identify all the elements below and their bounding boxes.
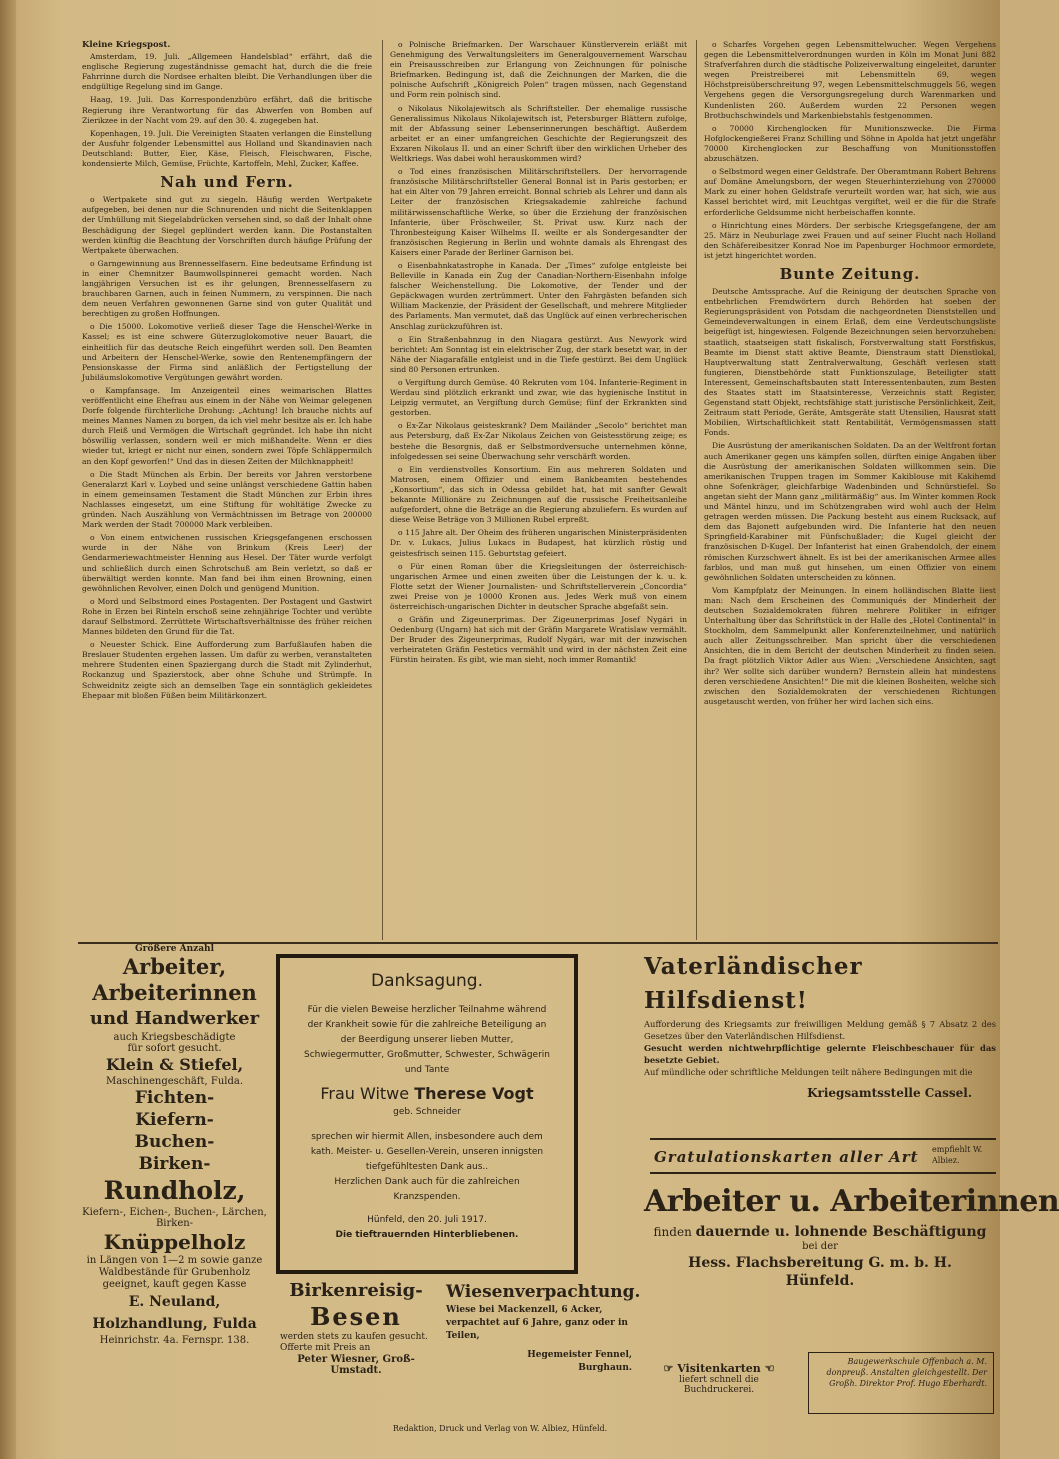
ad-line: Arbeiter, (122, 954, 227, 979)
ad-title: Wiesenverpachtung. (446, 1282, 641, 1302)
ad-title: Vaterländischer Hilfsdienst! (644, 953, 863, 1014)
article-selbstmord: o Selbstmord wegen einer Geldstrafe. Der Oberamtmann Robert Behrens auf Domäne Amelungsborn, der wegen Steuerhinterziehung von 270000 Mark zu einer hohen Geldstrafe verurteilt worden war, hat sich, wie aus Kassel berichtet wird, mit Leuchtgas vergiftet, weil er die für die Strafe erforderliche Geldsumme nicht herbeischaffen konnte. (704, 167, 996, 217)
ad-line: E. Neuland, Holzhandlung, Fulda (92, 1294, 257, 1332)
article-postagent: o Mord und Selbstmord eines Postagenten. Der Postagent und Gastwirt Rohe in Erzen bei Rinteln erschoß seine zehnjährige Tochter und verübte darauf Selbstmord. Zerrüttete Wirtschaftsverhältnisse des früher reichen Mannes bildeten den Grund für die Tat. (82, 596, 372, 637)
ad-text: Aufforderung des Kriegsamts zur freiwilligen Meldung gemäß § 7 Absatz 2 des Gesetzes über den Vaterländischen Hilfsdienst. (644, 1019, 996, 1041)
ad-text: werden stets zu kaufen gesucht. Offerte mit Preis an (280, 1332, 428, 1353)
article-kopenhagen: Kopenhagen, 19. Juli. Die Vereinigten Staaten verlangen die Einstellung der Ausfuhr folgender Lebensmittel aus Holland und Skandinavien nach Deutschland: Butter, Eier, Käse, Fleisch, Fleischwaren, Fische, kondensierte Milch, Gemüse, Früchte, Kartoffeln, Mehl, Zucker, Kaffee. (82, 128, 372, 169)
ad-line: für sofort gesucht. (127, 1043, 222, 1054)
article-neuester-schick: o Neuester Schick. Eine Aufforderung zum Barfußlaufen haben die Breslauer Studenten ergehen lassen. Um dafür zu werben, veranstalteten mehrere Studenten einen Spaziergang durch die Stadt mit Zylinderhut, Rockanzug und Spazierstock, aber ohne Schuhe und Strümpfe. In Schweidnitz zeigte sich an demselben Tage ein sonntäglich gekleidetes Ehepaar mit bloßen Füßen beim Militärkonzert. (82, 640, 372, 700)
section-bunte-zeitung: Bunte Zeitung. (779, 264, 921, 283)
danksagung-title: Danksagung. (371, 971, 483, 991)
ad-line: in Längen von 1—2 m sowie ganze Waldbestände für Grubenholz geeignet, kauft gegen Kasse (86, 1255, 263, 1290)
ad-line: Arbeiterinnen (92, 980, 257, 1005)
ad-title-text: Visitenkarten (677, 1362, 761, 1375)
article-bonnal: o Tod eines französischen Militärschriftstellers. Der hervorragende französische Militärschriftsteller General Bonnal ist in Paris gestorben; er hat ein Alter von 79 Jahren erreicht. Bonnal schrieb als Lehrer und dann als Leiter der französischen Kriegsakademie zahlreiche fachund militärwissenschaftliche Werke, so über die Erziehung der französischen Infanterie, über Fröschweiler, St. Privat usw. Kurz nach der Thronbesteigung Kaiser Wilhelms II. weilte er als Sondergesandter der französischen Regierung in Berlin und wohnte damals als Ehrengast des Kaisers einer Parade der Berliner Garnison bei. (390, 167, 687, 257)
danksagung-body: sprechen wir hiermit Allen, insbesondere auch dem kath. Meister- u. Gesellen-Verein, unseren innigsten tiefgefühltesten Dank aus.. (310, 1132, 544, 1172)
ad-birkenreisig (276, 1280, 436, 1418)
ad-text-pre: finden (653, 1225, 692, 1239)
danksagung-notice (276, 954, 578, 1274)
ad-text: Auf mündliche oder schriftliche Meldungen teilt nähere Bedingungen mit die (644, 1067, 973, 1077)
section-nah-und-fern: Nah und Fern. (160, 173, 294, 192)
ad-title: Besen (310, 1302, 402, 1331)
article-lokomotive: o Die 15000. Lokomotive verließ dieser Tage die Henschel-Werke in Kassel; es ist eine schwere Güterzuglokomotive neuer Bauart, die einheitlich für das deutsche Reich eingeführt werden soll. Den Beamten und Arbeitern der Henschel-Werke, sowie den Rentenempfängern der Pensionskasse der Firma sind anläßlich der Fertigstellung der Jubiläumslokomotive Vergütungen gewährt worden. (82, 322, 372, 382)
hand-pointer-icon: ☜ (764, 1362, 775, 1375)
ad-wiesenverpachtung (446, 1280, 641, 1418)
hand-pointer-icon: ☞ (663, 1362, 674, 1375)
ad-aside: empfiehlt W. Albiez. (932, 1145, 983, 1165)
article-kampfansage: o Kampfansage. Im Anzeigenteil eines weimarischen Blattes veröffentlicht eine Ehefrau aus einem in der Nähe von Weimar gelegenen Dorfe folgende fürchterliche Drohung: „Achtung! Ich brauche nichts auf meines Mannes Namen zu borgen, da ich viel mehr besitze als er. Ich habe durch Fleiß und Vermögen die Wirtschaft gegründet. Ich habe ihn nicht böswillig verlassen, sondern weil er mich mißhandelte. Wenn er dies wieder tut, kriegt er nicht nur einen, sondern zwei Töpfe Schläppermilch an den Kopf geworfen!“ Und das in diesen Zeiten der Milchknappheit! (82, 385, 372, 466)
ad-hilfsdienst (644, 950, 996, 1100)
ad-line: auch Kriegsbeschädigte (113, 1032, 236, 1043)
article-amtssprache: Deutsche Amtssprache. Auf die Reinigung der deutschen Sprache von entbehrlichen Fremdwörtern durch Behörden hat soeben der Regierungspräsident von Potsdam die nachgeordneten Dienststellen und Gemeindeverwaltungen in einem Erlaß, dem eine Verdeutschungsliste beigefügt ist, hingewiesen. Folgende Bezeichnungen seien hervorzuheben: staatlich, staatseigen statt fiskalisch, Forstverwaltung statt Forstfiskus, Beamte im Dienst statt aktive Beamte, Dienstraum statt Dienstlokal, Hauptverwaltung statt Zentralverwaltung, Geschäft verlesen statt fungieren, Dienstbehörde statt Funktionszulage, Beteiligter statt Interessent, Gemeinschaftsbauten statt Interessentenbauten, zum Besten des Staates statt im Staatsinteresse, Verzeichnis statt Register, Gegenstand statt Objekt, rechtsfähige statt juristische Persönlichkeit, Zeit, Zeitraum statt Periode, Geräte, Amtsgeräte statt Utensilien, Hausrat statt Mobilien, Wirtschaftlichkeit statt Rentabilität, Vermögensmassen statt Fonds. (704, 287, 996, 438)
ad-text: Gesucht werden nichtwehrpflichtige gelernte Fleischbeschauer für das besetzte Gebiet. (644, 1043, 996, 1065)
column-2 (390, 40, 687, 938)
article-lebensmittelwucher: o Scharfes Vorgehen gegen Lebensmittelwucher. Wegen Vergehens gegen die Lebensmittelverordnungen wurden in Köln im Monat Juni 882 Strafverfahren durch die städtische Polizeiverwaltung eingeleitet, darunter wegen Preistreiberei mit Lebensmitteln 69, wegen Höchstpreisüberschreitung 97, wegen Lebensmittelschmuggels 56, wegen Vergehens gegen die Versorgungsregelung durch Warenmarken und Kundenlisten 260. Außerdem wurden 22 Personen wegen Brotbuchschwindels und Markenbiebstahls festgenommen. (704, 40, 996, 120)
ad-title: Arbeiter u. Arbeiterinnen (644, 1184, 1059, 1219)
article-amsterdam: Amsterdam, 19. Juli. „Allgemeen Handelsblad“ erfährt, daß die englische Regierung zugeständnisse gemacht hat, durch die die freie Fahrrinne durch die Nordsee erhalten bleibt. Die Verhandlungen über die endgültige Regelung sind im Gange. (82, 52, 372, 92)
article-amerikanische-soldaten: Die Ausrüstung der amerikanischen Soldaten. Da an der Weltfront fortan auch Amerikaner gegen uns kämpfen sollen, dürften einige Angaben über die Ausrüstung der amerikanischen Soldaten willkommen sein. Die amerikanischen Truppen tragen im Sommer Kakiblouse mit Kakihemd ohne Sofenkräger, gleichfarbige Wadenbinden und Schnürstiefel. So angetan sieht der Mann ganz „militärmäßig“ aus. Im Winter kommen Rock und Mäntel hinzu, und im Schützengraben wird wohl auch der Helm getragen werden müssen. Die Packung besteht aus einem Rucksack, auf dem das Bajonett aufgebunden wird. Die Infanterie hat den neuen Springfield-Karabiner mit Fünfschußlader; die Kugel gleicht der französischen D-Kugel. Der Infanterist hat einen Grabendolch, der einem römischen Kurzschwert ähnelt. Es ist bei der amerikanischen Armee alles farblos, und man muß gut hinsehen, um einen Offizier von einem gewöhnlichen Soldaten unterscheiden zu können. (704, 441, 996, 582)
ad-text-bold: dauernde u. lohnende Beschäftigung (695, 1224, 987, 1240)
danksagung-date: Hünfeld, den 20. Juli 1917. (367, 1215, 487, 1225)
article-kriegsgefangener: o Von einem entwichenen russischen Kriegsgefangenen erschossen wurde in der Nähe von Brinkum (Kreis Leer) der Gendarmeriewachtmeister Henning aus Hesel. Der Täter wurde verfolgt und schließlich durch einen Schrotschuß am Bein verletzt, so daß er überwältigt werden konnte. Man fand bei ihm einen Browning, einen gewöhnlichen Revolver, einen Dolch und genügend Munition. (82, 533, 372, 593)
article-exzar: o Ex-Zar Nikolaus geisteskrank? Dem Mailänder „Secolo“ berichtet man aus Petersburg, daß Ex-Zar Nikolaus Zeichen von Geistesstörung zeige; es bestehe die Besorgnis, daß er Selbstmordversuche unternehmen könne, infolgedessen sei seine Überwachung sehr verschärft worden. (390, 421, 687, 461)
article-graefin: o Gräfin und Zigeunerprimas. Der Zigeunerprimas Josef Nygári in Oedenburg (Ungarn) hat sich mit der Gräfin Margarete Wratislaw vermählt. Der Bruder des Zigeunerprimas, Rudolf Nygári, war mit der inzwischen verheirateten Gräfin Festetics vermählt und wird in der nächsten Zeit eine Fürstin heiraten. Es gibt, wie man sieht, noch immer Romantik! (390, 615, 687, 665)
article-kampfplatz: Vom Kampfplatz der Meinungen. In einem holländischen Blatte liest man: Nach dem Erscheinen des Communiqués der Minderheit der deutschen Sozialdemokraten führen mehrere Politiker in eifriger Unterhaltung über das Schriftstück in der Halle des „Hotel Continental“ in Stockholm, dem Sammelpunkt aller Konferenzteilnehmer, und natürlich auch aller Zeitungsschreiber. Man spricht über die verschiedenen Ansichten, die in dem Bericht der deutschen Minderheit zu finden seien. Da fragt plötzlich Viktor Adler aus Wien: „Verschiedene Ansichten, sagt ihr? Wer sollte sich darüber wundern? Bernstein allein hat mindestens deren verschiedene Ansichten!“ Die mit die kleinen Bosheiten, welche sich zwischen den Sozialdemokraten der verschiedenen Richtungen ausgetauscht werden, von früher her wird lachen sich eins. (704, 585, 996, 706)
ad-line: Klein & Stiefel, (105, 1055, 244, 1074)
article-hinrichtung: o Hinrichtung eines Mörders. Der serbische Kriegsgefangene, der am 25. März in Neuburlage zwei Frauen und auf seiner Flucht nach Holland den Schäfereibesitzer Konrad Noe im Papenburger Hochmoor ermordete, ist jetzt hingerichtet worden. (704, 220, 996, 260)
danksagung-body: Für die vielen Beweise herzlicher Teilnahme während der Krankheit sowie für die zahlreiche Beteiligung an der Beerdigung unserer lieben Mutter, Schwiegermutter, Großmutter, Schwester, Schwägerin und Tante (303, 1005, 551, 1075)
ad-line: Fichten- (134, 1088, 215, 1108)
article-konsortium: o Ein verdienstvolles Konsortium. Ein aus mehreren Soldaten und Matrosen, einem Offizier und einem Bankbeamten bestehendes „Konsortium“, das sich in Odessa gebildet hat, hat mit sanfter Gewalt bekannte Millionäre zu Zeichnungen auf die russische Freiheitsanleihe aufgefordert, ohne die Beträge an die Regierung abzuliefern. Es wurden auf diese Weise Beträge von 3 Millionen Rubel erpreßt. (390, 464, 687, 525)
ad-line: Knüppelholz (103, 1230, 246, 1254)
article-kanada: o Eisenbahnkatastrophe in Kanada. Der „Times“ zufolge entgleiste bei Belleville in Kanada ein Zug der Canadian-Northern-Eisenbahn infolge falscher Weichenstellung. Die Lokomotive, der Tender und der Gepäckwagen wurden zertrümmert. Unter den Fahrgästen befanden sich William Mackenzie, der Präsident der Gesellschaft, und mehrere Mitglieder des Parlaments. Man vermutet, daß das Unglück auf einen verbrecherischen Anschlag zurückzuführen ist. (390, 260, 687, 331)
danksagung-name (302, 1086, 552, 1101)
ad-line: und Handwerker (89, 1008, 260, 1029)
ad-company: Hess. Flachsbereitung G. m. b. H. (688, 1255, 952, 1271)
ad-line: Rundholz, (103, 1176, 246, 1205)
kriegspost-heading: Kleine Kriegspost. (82, 40, 171, 50)
danksagung-body: Herzlichen Dank auch für die zahlreichen Kranzspenden. (334, 1177, 520, 1202)
ad-signature: Hegemeister Fennel, (527, 1350, 632, 1360)
article-haag: Haag, 19. Juli. Das Korrespondenzbüro erfährt, daß die britische Regierung ihre Verantwortung für das Abwerfen von Bomben auf Zierikzee in der Nacht vom 29. auf den 30. 4. zugegeben hat. (82, 95, 372, 125)
ad-place: Burghaun. (578, 1363, 632, 1373)
ad-gratulationskarten (650, 1138, 996, 1174)
ad-address: Peter Wiesner, Groß-Umstadt. (297, 1354, 415, 1376)
ad-text: liefert schnell die Buchdruckerei. (679, 1375, 759, 1395)
imprint: Redaktion, Druck und Verlag von W. Albiez, Hünfeld. (392, 1424, 608, 1433)
column-divider (382, 40, 383, 940)
article-wertpakete: o Wertpakete sind gut zu siegeln. Häufig werden Wertpakete aufgegeben, bei denen nur die Schnurenden und nicht die Seitenklappen der Umhüllung mit Siegelabdrücken versehen sind, so daß der Inhalt ohne Beschädigung der Siegel geplündert werden kann. Die Postanstalten werden künftig die Beachtung der Vorschriften durch häufige Prüfung der Wertpakete überwachen. (82, 195, 372, 255)
ad-flachsbereitung (644, 1180, 1059, 1340)
ad-title (644, 1362, 794, 1375)
ad-title: Gratulationskarten aller Art (654, 1148, 919, 1166)
ad-place: Hünfeld. (785, 1273, 855, 1289)
article-roman: o Für einen Roman über die Kriegsleitungen der österreichisch-ungarischen Armee und einen zweiten über die Leistungen der k. u. k. Flotte setzt der Wiener Journalisten- und Schriftstellerverein „Concordia“ zwei Preise von je 10000 Kronen aus. Jedes Werk muß von einem österreichisch-ungarischen Dichter in deutscher Sprache abgefaßt sein. (390, 561, 687, 611)
ad-line: Kiefern- (135, 1110, 214, 1130)
ad-title: Birkenreisig- (289, 1280, 423, 1301)
ad-line: Heinrichstr. 4a. Fernspr. 138. (99, 1335, 250, 1346)
ad-line: Birken- (138, 1154, 211, 1174)
ad-line: Größere Anzahl (134, 944, 215, 954)
column-3 (704, 40, 996, 938)
ad-line: Kiefern-, Eichen-, Buchen-, Lärchen, Birken- (82, 1207, 267, 1229)
ad-text: Wiese bei Mackenzell, 6 Acker, verpachtet auf 6 Jahre, ganz oder in Teilen, (446, 1305, 628, 1341)
article-garngewinnung: o Garngewinnung aus Brennesselfasern. Eine bedeutsame Erfindung ist in einer Chemnitzer Baumwollspinnerei gemacht worden. Nach langjährigen Versuchen ist es ihr gelungen, Brennesselfasern zu brauchbaren Garnen, auch in feinen Nummern, zu verspinnen. Die nach dem neuen Verfahren gewonnenen Garne sind von guter Qualität und berechtigen zu großen Hoffnungen. (82, 258, 372, 319)
article-kirchenglocken: o 70000 Kirchenglocken für Munitionszwecke. Die Firma Hofglockengießerei Franz Schilling und Söhne in Apolda hat jetzt ungefähr 70000 Kirchenglocken zur Beschaffung von Munitionsstoffen abzuschätzen. (704, 123, 996, 164)
deceased-name: Therese Vogt (414, 1084, 534, 1103)
article-nikolaus: o Nikolaus Nikolajewitsch als Schriftsteller. Der ehemalige russische Generalissimus Nikolaus Nikolajewitsch ist, Petersburger Blättern zufolge, mit der Abfassung seiner Lebenserinnerungen beschäftigt. Außerdem arbeitet er an einer umfangreichen Geschichte der Regierungszeit des Exzaren Nikolaus II. und an einer Schrift über den wirklichen Urheber des Weltkriegs. Was dabei wohl herauskommen wird? (390, 103, 687, 164)
danksagung-born: geb. Schneider (393, 1107, 461, 1117)
article-muenchen: o Die Stadt München als Erbin. Der bereits vor Jahren verstorbene Generalarzt Karl v. Loybed und seine unlängst verschiedene Gattin haben in einem gemeinsamen Testament die Stadt München zur Erbin ihres Nachlasses eingesetzt, um eine Stiftung für wohltätige Zwecke zu gründen. Nach Auszählung von Vermächtnissen im Betrage von 200000 Mark werden der Stadt 700000 Mark verbleiben. (82, 469, 372, 530)
ad-baugewerkschule: Baugewerkschule Offenbach a. M. donpreuß. Anstalten gleichgestellt. Der Großh. Direktor Prof. Hugo Eberhardt. (808, 1352, 994, 1414)
column-divider (696, 40, 697, 940)
danksagung-signature: Die tieftrauernden Hinterbliebenen. (335, 1230, 519, 1240)
article-vergiftung: o Vergiftung durch Gemüse. 40 Rekruten vom 104. Infanterie-Regiment in Werdau sind plötzlich erkrankt und zwar, wie das hygienische Institut in Leipzig vermutet, an Vergiftung durch Gemüse; fünf der Erkrankten sind gestorben. (390, 378, 687, 418)
ad-visitenkarten (644, 1362, 794, 1402)
article-115-jahre: o 115 Jahre alt. Der Oheim des früheren ungarischen Ministerpräsidenten Dr. v. Lukacs, Julius Lukacs in Budapest, hat kürzlich rüstig und geistesfrisch seinen 115. Geburtstag gefeiert. (390, 528, 687, 558)
column-1 (82, 40, 372, 938)
name-prefix: Frau Witwe (320, 1084, 410, 1103)
ad-signature: Kriegsamtsstelle Cassel. (807, 1086, 972, 1100)
page-edge-shadow (0, 0, 16, 1459)
article-niagara: o Ein Straßenbahnzug in den Niagara gestürzt. Aus Newyork wird berichtet: Am Sonntag ist ein elektrischer Zug, der stark besetzt war, in der Nähe der Niagarafälle entgleist und in die Tiefe gestürzt. Bei dem Unglück sind 80 Personen ertrunken. (390, 334, 687, 374)
ad-text: bei der (802, 1241, 838, 1252)
ad-line: Buchen- (134, 1132, 215, 1152)
ad-arbeiter-rundholz (82, 944, 267, 1414)
article-briefmarken: o Polnische Briefmarken. Der Warschauer Künstlerverein erläßt mit Genehmigung des Verwaltungsleiters im Generalgouvernement Warschau ein Preisausschreiben zur Erlangung von Zeichnungen für polnische Briefmarken. Bedingung ist, daß die Zeichnungen der Marken, die die polnische Aufschrift „Königreich Polen“ tragen müssen, nach Gegenstand und Form rein polnisch sind. (390, 40, 687, 100)
ad-text (644, 1224, 996, 1240)
ad-line: Maschinengeschäft, Fulda. (105, 1076, 244, 1087)
